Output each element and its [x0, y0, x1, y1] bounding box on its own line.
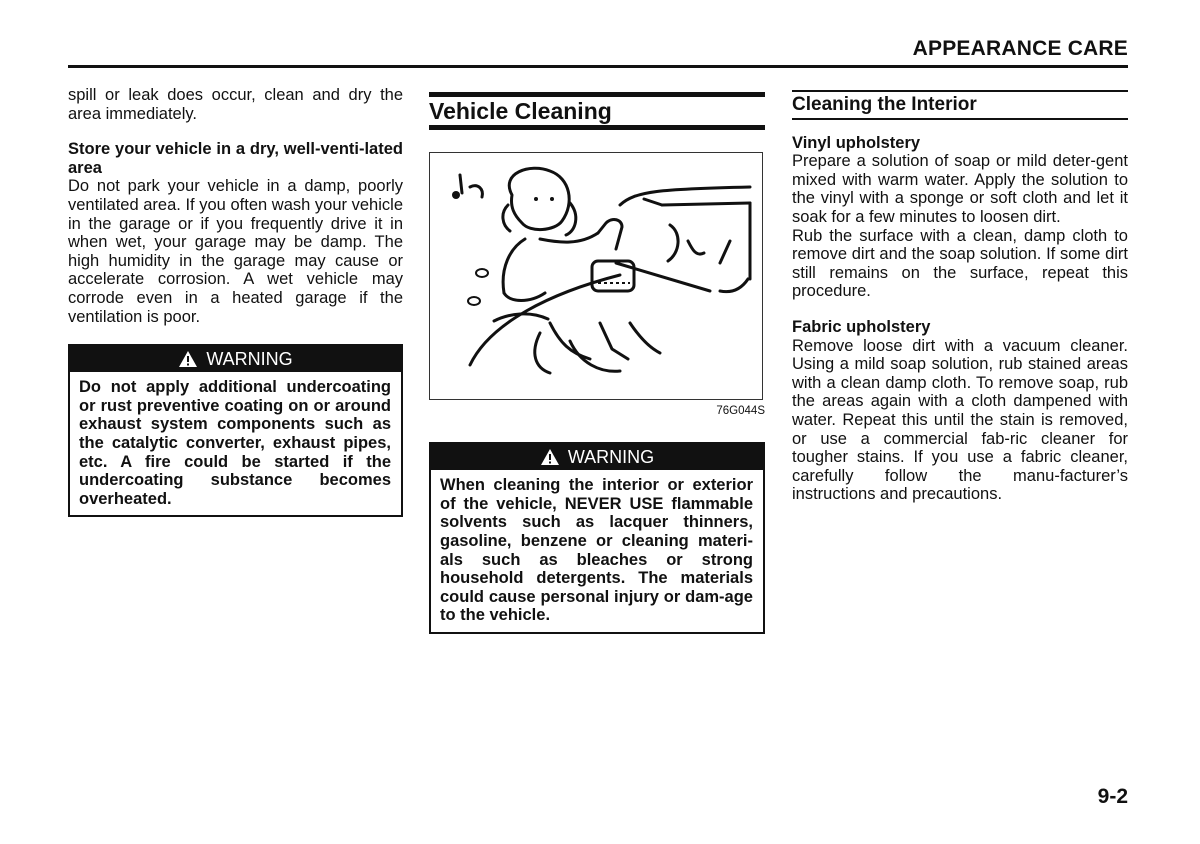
vinyl-paragraph-2: Rub the surface with a clean, damp cloth to remove dirt and the soap solution. If some dirt still remains on the surface, repeat this procedure. [792, 226, 1128, 301]
section-rule-bottom [429, 125, 765, 130]
warning-header [431, 444, 763, 470]
section-title-vehicle-cleaning: Vehicle Cleaning [429, 98, 612, 124]
fabric-heading: Fabric upholstery [792, 317, 931, 336]
warning-box-undercoating [68, 344, 403, 517]
warning-label: WARNING [206, 349, 293, 370]
woman-washing-car-illustration [430, 153, 762, 399]
warning-triangle-icon [540, 448, 560, 466]
section-title-cleaning-interior: Cleaning the Interior [792, 94, 977, 115]
page-number: 9-2 [1097, 785, 1128, 808]
column-left [68, 86, 403, 517]
store-heading: Store your vehicle in a dry, well-venti-lated area [68, 140, 403, 177]
page-header-title: APPEARANCE CARE [912, 37, 1128, 60]
column-middle [429, 92, 765, 634]
column-right [792, 90, 1128, 504]
warning-text: Do not apply additional undercoating or rust preventive coating on or around exhaust system components such as the catalytic converter, exhaust pipes, etc. A fire could be started if the undercoating substance becomes overheated. [79, 378, 391, 508]
header-rule [68, 65, 1128, 68]
vinyl-heading: Vinyl upholstery [792, 133, 921, 152]
warning-box-solvents [429, 442, 765, 634]
warning-header [70, 346, 401, 372]
fabric-paragraph: Remove loose dirt with a vacuum cleaner. Using a mild soap solution, rub stained areas with a clean damp cloth. To remove soap, rub the areas again with a cloth dampened with water. Repeat this until the stain is removed, or use a commercial fab-ric cleaner for tougher stains. If you use a fabric cleaner, carefully follow the manu-facturer’s instructions and precautions. [792, 336, 1128, 504]
intro-paragraph: spill or leak does occur, clean and dry the area immediately. [68, 86, 403, 123]
warning-triangle-icon [178, 350, 198, 368]
figure-code: 76G044S [716, 404, 765, 417]
cleaning-illustration [429, 152, 763, 400]
store-paragraph: Do not park your vehicle in a damp, poorly ventilated area. If you often wash your vehicle in the garage or if you frequently drive it in when wet, your garage may be damp. The high humidity in the garage may cause or accelerate corrosion. A wet vehicle may corrode even in a heated garage if the ventilation is poor. [68, 177, 403, 326]
vinyl-paragraph-1: Prepare a solution of soap or mild deter-gent mixed with warm water. Apply the solution to the vinyl with a sponge or soft cloth and let it soak for a few minutes to loosen dirt. [792, 152, 1128, 226]
warning-text: When cleaning the interior or exterior of the vehicle, NEVER USE flammable solvents such as lacquer thinners, gasoline, benzene or cleaning materi-als such as bleaches or strong household detergents. The materials could cause personal injury or dam-age to the vehicle. [440, 476, 753, 625]
warning-label: WARNING [567, 447, 655, 468]
